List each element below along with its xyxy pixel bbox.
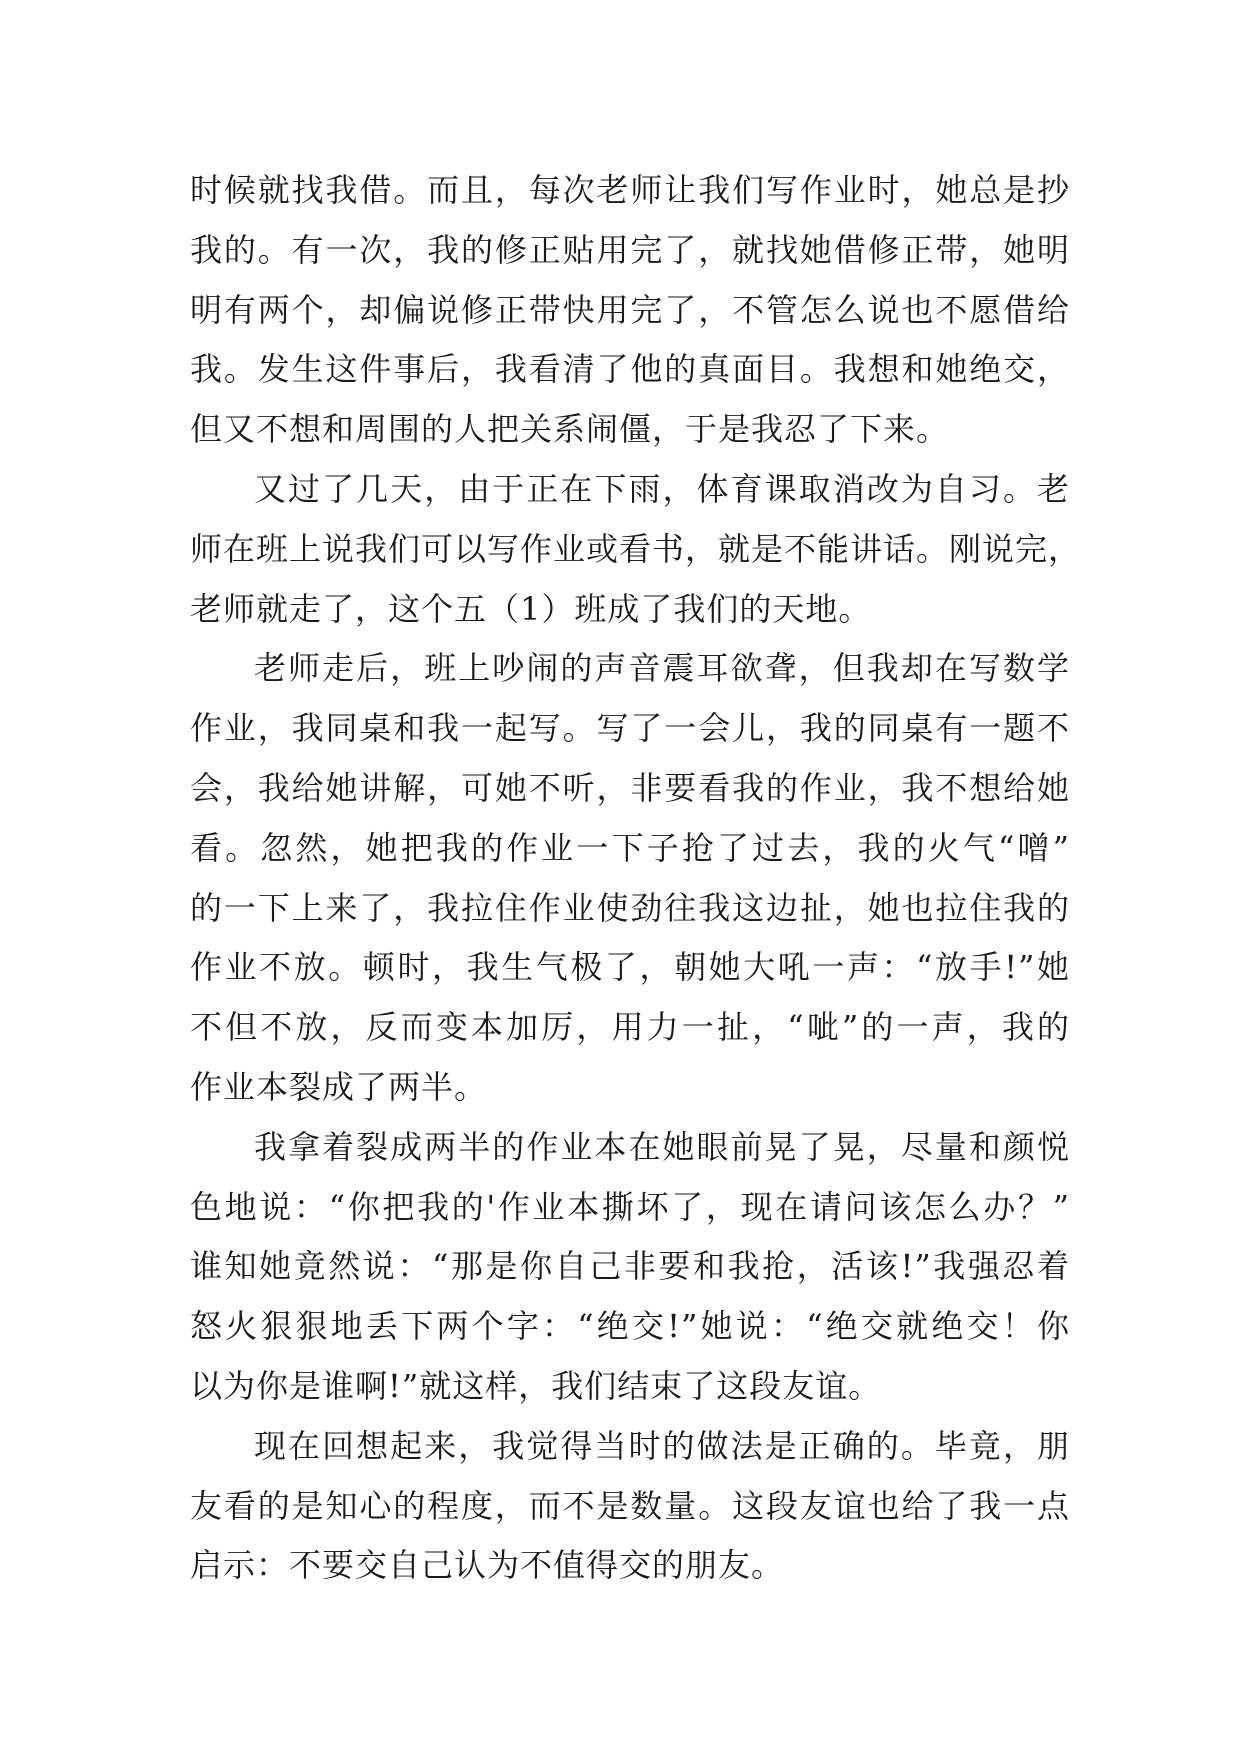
text-line: 以为你是谁啊!”就这样，我们结束了这段友谊。 [190,1366,882,1405]
text-line: 友看的是知心的程度，而不是数量。这段友谊也给了我一点 [190,1486,1070,1525]
text-line: 老师走后，班上吵闹的声音震耳欲聋，但我却在写数学 [254,649,1070,688]
text-line: 现在回想起来，我觉得当时的做法是正确的。毕竟，朋 [254,1426,1070,1465]
text-line: 老师就走了，这个五（1）班成了我们的天地。 [190,589,872,628]
text-line: 时候就找我借。而且，每次老师让我们写作业时，她总是抄 [190,171,1070,209]
text-line: 不但不放，反而变本加厉，用力一扯，“呲”的一声，我的 [190,1008,1070,1047]
text-line: 谁知她竟然说：“那是你自己非要和我抢，活该!”我强忍着 [190,1247,1070,1286]
text-line: 师在班上说我们可以写作业或看书，就是不能讲话。刚说完， [190,529,1082,568]
text-line: 怒火狠狠地丢下两个字：“绝交!”她说：“绝交就绝交！你 [190,1307,1070,1346]
text-line: 作业，我同桌和我一起写。写了一会儿，我的同桌有一题不 [190,709,1070,748]
text-line: 启示：不要交自己认为不值得交的朋友。 [190,1546,785,1585]
text-line: 我拿着裂成两半的作业本在她眼前晃了晃，尽量和颜悦 [254,1127,1070,1166]
text-line: 作业本裂成了两半。 [190,1067,488,1106]
essay-body [190,161,1082,1596]
text-line: 但又不想和周围的人把关系闹僵，于是我忍了下来。 [190,410,950,449]
text-line: 明有两个，却偏说修正带快用完了，不管怎么说也不愿借给 [190,290,1070,329]
text-line: 色地说：“你把我的'作业本撕坏了，现在请问该怎么办？” [190,1187,1070,1226]
text-line: 我的。有一次，我的修正贴用完了，就找她借修正带，她明 [190,230,1070,269]
text-line: 的一下上来了，我拉住作业使劲往我这边扯，她也拉住我的 [190,888,1070,927]
text-line: 作业不放。顿时，我生气极了，朝她大吼一声：“放手!”她 [190,948,1070,987]
text-line: 我。发生这件事后，我看清了他的真面目。我想和她绝交， [190,350,1070,389]
text-line: 又过了几天，由于正在下雨，体育课取消改为自习。老 [254,469,1070,508]
text-line: 看。忽然，她把我的作业一下子抢了过去，我的火气“噌” [190,828,1070,867]
text-line: 会，我给她讲解，可她不听，非要看我的作业，我不想给她 [190,768,1070,807]
